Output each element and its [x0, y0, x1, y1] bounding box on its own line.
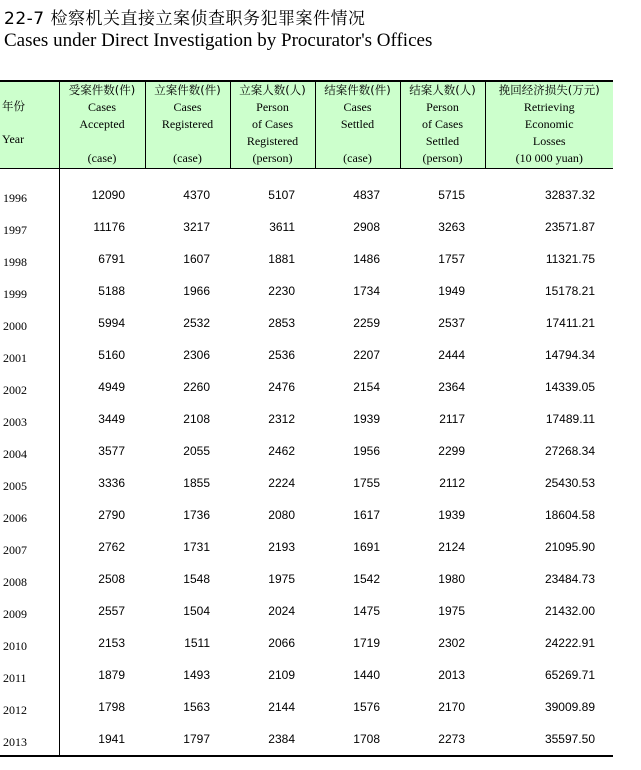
table-cell: 2536 [268, 348, 295, 362]
table-cell: 1941 [59, 723, 145, 756]
table-cell: 2537 [438, 316, 465, 330]
table-row [0, 531, 613, 563]
table-cell: 39009.89 [544, 700, 595, 714]
header-unit: (case) [173, 151, 202, 165]
table-body [0, 169, 613, 757]
table-cell: 5107 [268, 188, 295, 202]
table-cell: 1475 [353, 604, 380, 618]
header-unit: (person) [422, 151, 463, 165]
table-cell: 1736 [183, 508, 210, 522]
table-cell: 15178.21 [544, 284, 595, 298]
header-year-en: Year [2, 132, 25, 146]
table-cell: 3336 [98, 476, 125, 490]
row-year: 2001 [0, 342, 59, 374]
table-cell: 3217 [183, 220, 210, 234]
table-cell: 2306 [183, 348, 210, 362]
table-cell: 2154 [353, 380, 380, 394]
table-cell: 2013 [438, 668, 465, 682]
table-row [0, 691, 613, 723]
table-cell: 5160 [98, 348, 125, 362]
table-cell: 3577 [98, 444, 125, 458]
table-cell: 3263 [438, 220, 465, 234]
table-cell: 2230 [268, 284, 295, 298]
header-en-line: Retrieving [523, 100, 575, 114]
header-cn-label: 立案件数(件) [154, 83, 221, 97]
table-cell: 1798 [98, 700, 125, 714]
row-year: 1998 [0, 246, 59, 278]
table-cell: 1486 [353, 252, 380, 266]
header-cn-label: 受案件数(件) [68, 83, 136, 97]
header-year-cn: 年份 [2, 99, 25, 113]
table-row [0, 275, 613, 307]
table-title-chinese: 22-7 检察机关直接立案侦查职务犯罪案件情况 [4, 9, 366, 29]
table-cell: 2259 [353, 316, 380, 330]
header-cases-registered [145, 81, 230, 169]
table-cell: 11176 [93, 220, 125, 234]
row-year: 2004 [0, 438, 59, 470]
table-row [0, 339, 613, 371]
table-cell: 2224 [268, 476, 295, 490]
table-cell: 1881 [268, 252, 295, 266]
table-cell: 2302 [438, 636, 465, 650]
table-row [0, 467, 613, 499]
row-year: 2000 [0, 310, 59, 342]
table-cell: 1440 [353, 668, 380, 682]
table-row [0, 403, 613, 435]
table-cell: 21432.00 [544, 604, 595, 618]
table-row [0, 371, 613, 403]
table-cell: 1607 [183, 252, 210, 266]
row-year: 2006 [0, 502, 59, 534]
header-en-line: Accepted [79, 117, 125, 131]
table-cell: 2108 [183, 412, 210, 426]
table-cell: 3449 [98, 412, 125, 426]
table-cell: 2557 [98, 604, 125, 618]
header-en-line: Person [256, 100, 289, 114]
header-retrieved-losses [485, 81, 613, 169]
table-cell: 1980 [438, 572, 465, 586]
header-cn-label: 挽回经济损失(万元) [498, 83, 600, 97]
table-cell: 27268.34 [544, 444, 595, 458]
table-cell: 1855 [183, 476, 210, 490]
table-row [0, 627, 613, 659]
row-year: 1996 [0, 172, 59, 215]
table-cell: 32837.32 [544, 188, 595, 202]
table-cell: 2384 [230, 723, 315, 756]
row-year: 1999 [0, 278, 59, 310]
table-row [0, 499, 613, 531]
header-en-line: Settled [425, 134, 460, 148]
header-en-line: of Cases [422, 117, 463, 131]
header-en-line: Losses [532, 134, 566, 148]
header-en-line: Registered [161, 117, 214, 131]
table-cell: 2444 [438, 348, 465, 362]
table-cell: 5715 [438, 188, 465, 202]
table-cell: 1719 [353, 636, 380, 650]
header-cn-label: 立案人数(人) [239, 83, 306, 97]
table-cell: 1493 [183, 668, 210, 682]
table-cell: 17489.11 [545, 412, 595, 426]
header-unit: (10 000 yuan) [515, 151, 583, 165]
table-cell: 2153 [98, 636, 125, 650]
table-cell: 1757 [438, 252, 465, 266]
row-year: 2005 [0, 470, 59, 502]
table-cell: 2299 [438, 444, 465, 458]
table-cell: 2055 [183, 444, 210, 458]
table-cell: 1975 [268, 572, 295, 586]
table-row [0, 243, 613, 275]
table-cell: 2207 [353, 348, 380, 362]
table-cell: 17411.21 [545, 316, 595, 330]
header-year [0, 81, 59, 169]
table-cell: 2066 [268, 636, 295, 650]
table-cell: 25430.53 [544, 476, 595, 490]
table-title-english: Cases under Direct Investigation by Procurator's Offices [4, 30, 433, 51]
table-cell: 2532 [183, 316, 210, 330]
header-cases-accepted [59, 81, 145, 169]
table-cell: 1563 [183, 700, 210, 714]
table-cell: 2762 [98, 540, 125, 554]
table-cell: 2312 [268, 412, 295, 426]
table-cell: 2476 [268, 380, 295, 394]
header-en-line: Cases [88, 100, 116, 114]
header-en-line: Person [426, 100, 459, 114]
table-cell: 21095.90 [544, 540, 595, 554]
table-cell: 2260 [183, 380, 210, 394]
table-cell: 2908 [353, 220, 380, 234]
table-cell: 1734 [353, 284, 380, 298]
table-cell: 18604.58 [544, 508, 595, 522]
table-cell: 5994 [98, 316, 125, 330]
table-cell: 4837 [353, 188, 380, 202]
table-cell: 2117 [439, 412, 465, 426]
table-row [0, 659, 613, 691]
table-cell: 2144 [268, 700, 295, 714]
table-cell: 14794.34 [544, 348, 595, 362]
table-cell: 2193 [268, 540, 295, 554]
header-en-line: of Cases [252, 117, 293, 131]
table-cell: 2853 [268, 316, 295, 330]
table-cell: 23571.87 [544, 220, 595, 234]
header-en-line: Cases [343, 100, 372, 114]
row-year: 2010 [0, 630, 59, 662]
table-row [0, 723, 613, 756]
table-cell: 2364 [438, 380, 465, 394]
cases-table [0, 80, 613, 757]
header-cn-label: 结案人数(人) [409, 83, 476, 97]
table-row [0, 307, 613, 339]
table-cell: 1755 [353, 476, 380, 490]
table-cell: 4370 [183, 188, 210, 202]
table-cell: 2124 [438, 540, 465, 554]
table-cell: 2508 [98, 572, 125, 586]
table-cell: 1617 [353, 508, 380, 522]
row-year: 2008 [0, 566, 59, 598]
table-cell: 2170 [438, 700, 465, 714]
table-row [0, 435, 613, 467]
header-en-line: Registered [246, 134, 299, 148]
table-cell: 1731 [183, 540, 210, 554]
row-year: 2012 [0, 694, 59, 726]
table-cell: 2273 [400, 723, 485, 756]
row-year: 2011 [0, 662, 59, 694]
row-year: 2003 [0, 406, 59, 438]
table-cell: 1879 [98, 668, 125, 682]
table-row [0, 563, 613, 595]
table-cell: 2790 [98, 508, 125, 522]
table-cell: 2109 [268, 668, 295, 682]
header-cn-label: 结案件数(件) [324, 83, 391, 97]
row-year: 1997 [0, 214, 59, 246]
table-cell: 3611 [269, 220, 295, 234]
table-cell: 4949 [98, 380, 125, 394]
table-cell: 2080 [268, 508, 295, 522]
header-unit: (case) [87, 151, 117, 165]
header-persons-registered [230, 81, 315, 169]
table-cell: 35597.50 [485, 723, 613, 756]
table-cell: 1708 [315, 723, 400, 756]
table-cell: 11321.75 [545, 252, 595, 266]
table-cell: 1956 [353, 444, 380, 458]
header-cases-settled [315, 81, 400, 169]
table-cell: 1975 [438, 604, 465, 618]
table-cell: 2112 [439, 476, 465, 490]
table-cell: 1548 [183, 572, 210, 586]
table-cell: 1511 [184, 636, 210, 650]
table-cell: 1691 [353, 540, 380, 554]
table-row [0, 169, 613, 212]
table-row [0, 595, 613, 627]
table-cell: 1542 [353, 572, 380, 586]
row-year: 2007 [0, 534, 59, 566]
header-unit: (person) [252, 151, 293, 165]
table-cell: 5188 [98, 284, 125, 298]
row-year: 2002 [0, 374, 59, 406]
table-cell: 2462 [268, 444, 295, 458]
table-cell: 2024 [268, 604, 295, 618]
header-en-line: Economic [524, 117, 574, 131]
table-cell: 6791 [98, 252, 125, 266]
header-persons-settled [400, 81, 485, 169]
row-year: 2013 [0, 726, 59, 759]
table-cell: 1939 [438, 508, 465, 522]
table-cell: 1939 [353, 412, 380, 426]
table-cell: 14339.05 [544, 380, 595, 394]
table-cell: 1949 [438, 284, 465, 298]
table-cell: 1504 [183, 604, 210, 618]
header-en-line: Settled [340, 117, 375, 131]
header-en-line: Cases [173, 100, 202, 114]
table-cell: 65269.71 [544, 668, 595, 682]
table-cell: 24222.91 [544, 636, 595, 650]
table-row [0, 211, 613, 243]
table-cell: 1966 [183, 284, 210, 298]
table-cell: 1797 [145, 723, 230, 756]
header-unit: (case) [343, 151, 372, 165]
row-year: 2009 [0, 598, 59, 630]
table-cell: 12090 [91, 188, 125, 202]
header-row [0, 81, 613, 169]
table-cell: 23484.73 [544, 572, 595, 586]
table-cell: 1576 [353, 700, 380, 714]
